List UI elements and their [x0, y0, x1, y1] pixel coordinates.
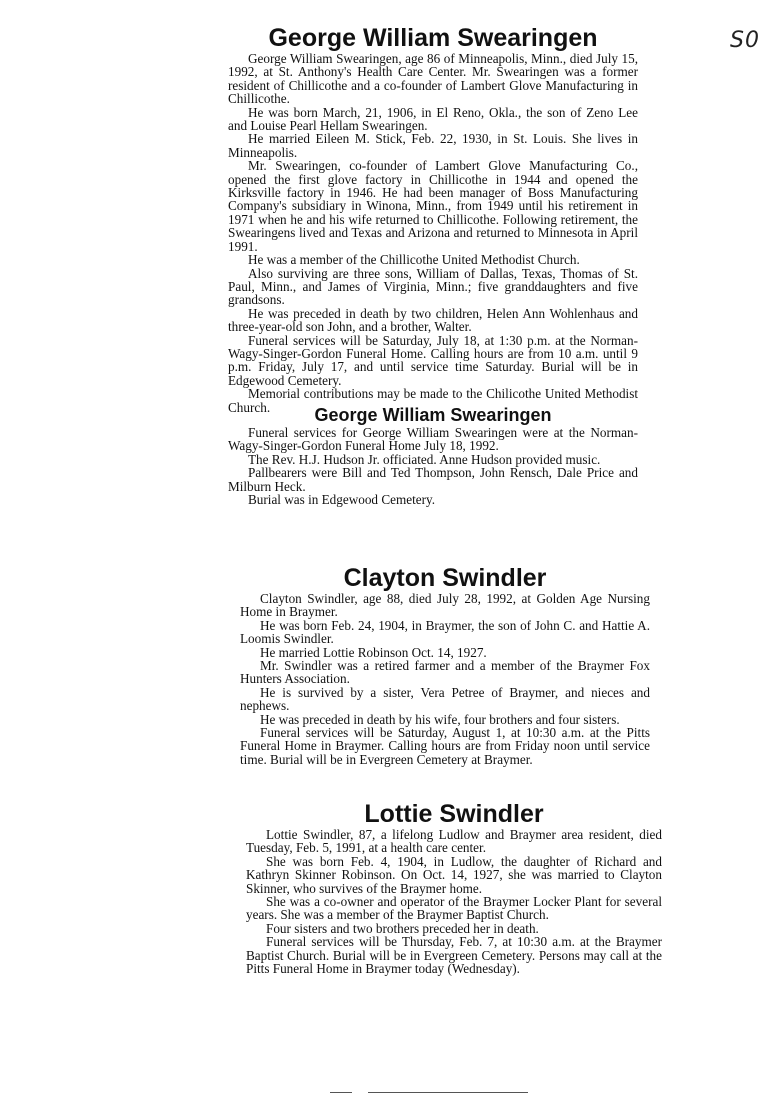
- obituary-paragraph: She was born Feb. 4, 1904, in Ludlow, the daughter of Richard and Kathryn Skinner Robinson. On Oct. 14, 1927, she was married to Clayton Skinner, who survives of the Braymer home.: [246, 853, 662, 896]
- obituary-clayton-swindler: [240, 564, 650, 766]
- obituary-heading: George William Swearingen: [268, 24, 598, 52]
- obituary-paragraph: Funeral services will be Saturday, July 18, at 1:30 p.m. at the Norman-Wagy-Singer-Gordon Funeral Home. Calling hours are from 10 a.m. until 9 p.m. Friday, July 17, and until service time Saturday. Burial will be in Edgewood Cemetery.: [228, 332, 638, 388]
- funeral-notice-george-swearingen: [228, 404, 638, 506]
- obituary-paragraph: Lottie Swindler, 87, a lifelong Ludlow and Braymer area resident, died Tuesday, Feb. 5, 1991, at a health care center.: [246, 827, 662, 856]
- obituary-body: [240, 592, 650, 766]
- obituary-paragraph: The Rev. H.J. Hudson Jr. officiated. Anne Hudson provided music.: [248, 451, 601, 467]
- obituary-paragraph: He was born Feb. 24, 1904, in Braymer, the son of John C. and Hattie A. Loomis Swindler.: [240, 617, 650, 647]
- obituary-paragraph: Funeral services will be Thursday, Feb. 7, at 10:30 a.m. at the Braymer Baptist Church. Burial will be in Evergreen Cemetery. Persons may call at the Pitts Funeral Home in Braymer today (Wednesday).: [246, 934, 662, 977]
- handwritten-page-marker: S0: [730, 28, 760, 53]
- obituary-heading: Clayton Swindler: [343, 564, 547, 592]
- obituary-paragraph: Funeral services for George William Swearingen were at the Norman-Wagy-Singer-Gordon Funeral Home July 18, 1992.: [228, 425, 638, 454]
- obituary-paragraph: Clayton Swindler, age 88, died July 28, 1992, at Golden Age Nursing Home in Braymer.: [240, 591, 650, 620]
- obituary-paragraph: She was a co-owner and operator of the Braymer Locker Plant for several years. She was a member of the Braymer Baptist Church.: [246, 894, 662, 923]
- scan-artifact-line: [330, 1092, 352, 1093]
- obituary-lottie-swindler: [246, 800, 662, 975]
- obituary-paragraph: He was preceded in death by his wife, four brothers and four sisters.: [260, 711, 620, 727]
- obituary-paragraph: Mr. Swindler was a retired farmer and a member of the Braymer Fox Hunters Association.: [240, 658, 650, 687]
- obituary-body: [228, 426, 638, 506]
- obituary-paragraph: George William Swearingen, age 86 of Minneapolis, Minn., died July 15, 1992, at St. Anthony's Health Care Center. Mr. Swearingen was a former resident of Chillicothe and a co-founder of Lambert Glove Manufacturing in Chillicothe.: [228, 51, 638, 107]
- obituary-paragraph: Burial was in Edgewood Cemetery.: [248, 492, 436, 508]
- obituary-paragraph: He was preceded in death by two children, Helen Ann Wohlenhaus and three-year-old son John, and a brother, Walter.: [228, 305, 638, 335]
- obituary-paragraph: Mr. Swearingen, co-founder of Lambert Glove Manufacturing Co., opened the first glove factory in Chillicothe in 1944 and opened the Kirksville factory in 1946. He had been manager of Boss Manufacturing Company's subsidiary in Winona, Minn., from 1949 until his retirement in 1971 when he and his wife returned to Chillicothe. Following retirement, the Swearingens lived and Texas and Arizona and returned to Minnesota in April 1991.: [228, 158, 638, 254]
- scan-artifact-line: [368, 1092, 528, 1093]
- obituary-body: [228, 52, 638, 414]
- obituary-paragraph: He is survived by a sister, Vera Petree of Braymer, and nieces and nephews.: [240, 684, 650, 714]
- obituary-paragraph: He was born March, 21, 1906, in El Reno, Okla., the son of Zeno Lee and Louise Pearl Hellam Swearingen.: [228, 104, 638, 134]
- obituary-paragraph: Four sisters and two brothers preceded her in death.: [266, 920, 539, 936]
- obituary-paragraph: Funeral services will be Saturday, August 1, at 10:30 a.m. at the Pitts Funeral Home in Braymer. Calling hours are from Friday noon until service time. Burial will be in Evergreen Cemetery at Braymer.: [240, 725, 650, 767]
- obituary-paragraph: Pallbearers were Bill and Ted Thompson, John Rensch, Dale Price and Milburn Heck.: [228, 465, 638, 494]
- obituary-paragraph: He married Eileen M. Stick, Feb. 22, 1930, in St. Louis. She lives in Minneapolis.: [228, 131, 638, 160]
- obituary-george-swearingen: [228, 24, 638, 414]
- obituary-paragraph: Memorial contributions may be made to the Chilicothe United Methodist Church.: [228, 386, 638, 415]
- obituary-paragraph: He married Lottie Robinson Oct. 14, 1927.: [260, 644, 487, 660]
- obituary-paragraph: Also surviving are three sons, William of Dallas, Texas, Thomas of St. Paul, Minn., and James of Virginia, Minn.; five granddaughters and five grandsons.: [228, 265, 638, 308]
- obituary-body: [246, 828, 662, 975]
- obituary-heading: Lottie Swindler: [364, 800, 544, 828]
- obituary-paragraph: He was a member of the Chillicothe United Methodist Church.: [248, 252, 580, 268]
- obituary-heading: George William Swearingen: [314, 405, 552, 425]
